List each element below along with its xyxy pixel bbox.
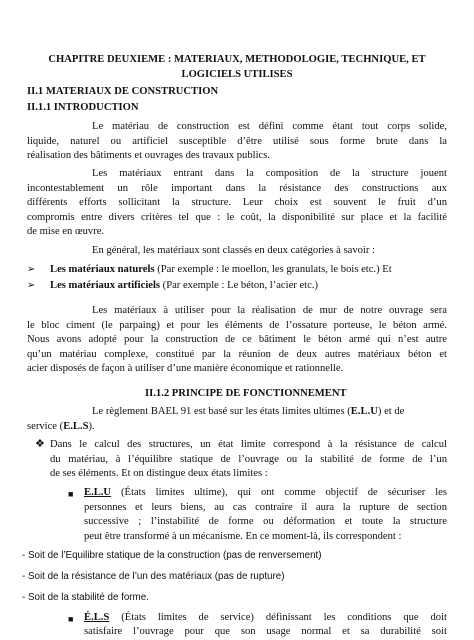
paragraph-line: En général, les matériaux sont classés en deux catégories à savoir : xyxy=(92,245,375,256)
paragraph-line: Les matériaux à utiliser pour la réalisation de mur de notre ouvrage sera xyxy=(92,305,447,316)
els-abbrev: E.L.S xyxy=(63,421,89,432)
paragraph-line: successive ; l’instabilité de forme ou déformation et toute la structure xyxy=(84,516,447,527)
paragraph-line xyxy=(92,405,474,420)
els-label: É.L.S xyxy=(84,612,110,623)
chapter-title-line-1: CHAPITRE DEUXIEME : MATERIAUX, METHODOLOGIE, TECHNIQUE, ET xyxy=(48,54,426,65)
list-item-text: (Par exemple : le moellon, les granulats, le bois etc.) Et xyxy=(154,264,392,275)
dash-list-item: - Soit de la stabilité de forme. xyxy=(22,592,149,603)
chapter-title-line-2: LOGICIELS UTILISES xyxy=(181,69,293,80)
list-item xyxy=(50,279,474,294)
paragraph-line: Nous avons adopté pour la construction de ce bâtiment le béton armé qui n’est autre xyxy=(27,334,447,345)
paragraph-line: de mise en œuvre. xyxy=(27,226,105,237)
list-item-bold: Les matériaux naturels xyxy=(50,264,155,275)
square-bullet-icon: ■ xyxy=(68,489,74,499)
paragraph-line: compromis entre divers critères tel que : le coût, la disponibilité sur place et la facilité xyxy=(27,212,447,223)
text-run: (États limites de service) définissant les conditions que doit xyxy=(109,612,447,623)
paragraph-line: le bloc ciment (le parpaing) et pour les éléments de l’ossature porteuse, le béton armé. xyxy=(27,320,447,331)
paragraph-line: Les matériaux entrant dans la composition de la structure jouent xyxy=(92,168,447,179)
elu-abbrev: E.L.U xyxy=(350,406,378,417)
paragraph-line xyxy=(84,486,447,501)
text-run: service ( xyxy=(27,421,64,432)
paragraph-line: Le matériau de construction est défini comme étant tout corps solide, xyxy=(92,121,447,132)
arrow-bullet-icon: ➢ xyxy=(27,280,36,291)
elu-label: E.L.U xyxy=(84,487,112,498)
diamond-bullet-icon: ❖ xyxy=(35,438,45,450)
list-item xyxy=(50,263,474,278)
paragraph-line xyxy=(27,420,474,435)
paragraph-line: liquide, naturel ou artificiel susceptible d’être utilisé sous forme brute dans la xyxy=(27,136,447,147)
section-heading-materials: II.1 MATERIAUX DE CONSTRUCTION xyxy=(27,86,219,97)
dash-list-item: - Soit de la résistance de l’un des matériaux (pas de rupture) xyxy=(22,571,285,582)
text-run: ) et de xyxy=(377,406,405,417)
paragraph-line: Dans le calcul des structures, un état limite correspond à la résistance de calcul xyxy=(50,439,447,450)
dash-list-item: - Soit de l’Equilibre statique de la construction (pas de renversement) xyxy=(22,550,322,561)
text-run: Le règlement BAEL 91 est basé sur les états limites ultimes ( xyxy=(92,406,351,417)
list-item-text: (Par exemple : Le béton, l’acier etc.) xyxy=(160,280,318,291)
paragraph-line: du matériau, à l’équilibre statique de l’ouvrage ou la stabilité de forme de l’un xyxy=(50,454,447,465)
list-item-bold: Les matériaux artificiels xyxy=(50,280,161,291)
paragraph-line: satisfaire l’ouvrage pour que son usage normal et sa durabilité soit xyxy=(84,626,447,637)
paragraph-line: personnes et leurs biens, au cas contraire il aura la rupture de section xyxy=(84,502,447,513)
square-bullet-icon: ■ xyxy=(68,614,74,624)
paragraph-line: de ses éléments. Et on distingue deux états limites : xyxy=(50,468,268,479)
text-run: ). xyxy=(88,421,95,432)
section-heading-principle: II.1.2 PRINCIPE DE FONCTIONNEMENT xyxy=(145,388,347,399)
paragraph-line: peut être transformé à un mécanisme. En ce moment-là, ils correspondent : xyxy=(84,531,402,542)
paragraph-line: incontestablement un rôle important dans la résistance des constructions aux xyxy=(27,183,447,194)
section-heading-introduction: II.1.1 INTRODUCTION xyxy=(27,102,139,113)
text-run: (États limites ultime), qui ont comme objectif de sécuriser les xyxy=(111,487,447,498)
paragraph-line: acier disposés de façon à utiliser d’une manière économique et rationnelle. xyxy=(27,363,344,374)
paragraph-line: différents efforts sollicitant la structure. Leur choix est souvent le fruit d’un xyxy=(27,197,447,208)
paragraph-line: réalisation des bâtiments et ouvrages des travaux publics. xyxy=(27,150,270,161)
paragraph-line xyxy=(84,611,447,626)
paragraph-line: qu’un matériau complexe, constitué par la réunion de deux autres matériaux béton et xyxy=(27,349,447,360)
arrow-bullet-icon: ➢ xyxy=(27,264,36,275)
